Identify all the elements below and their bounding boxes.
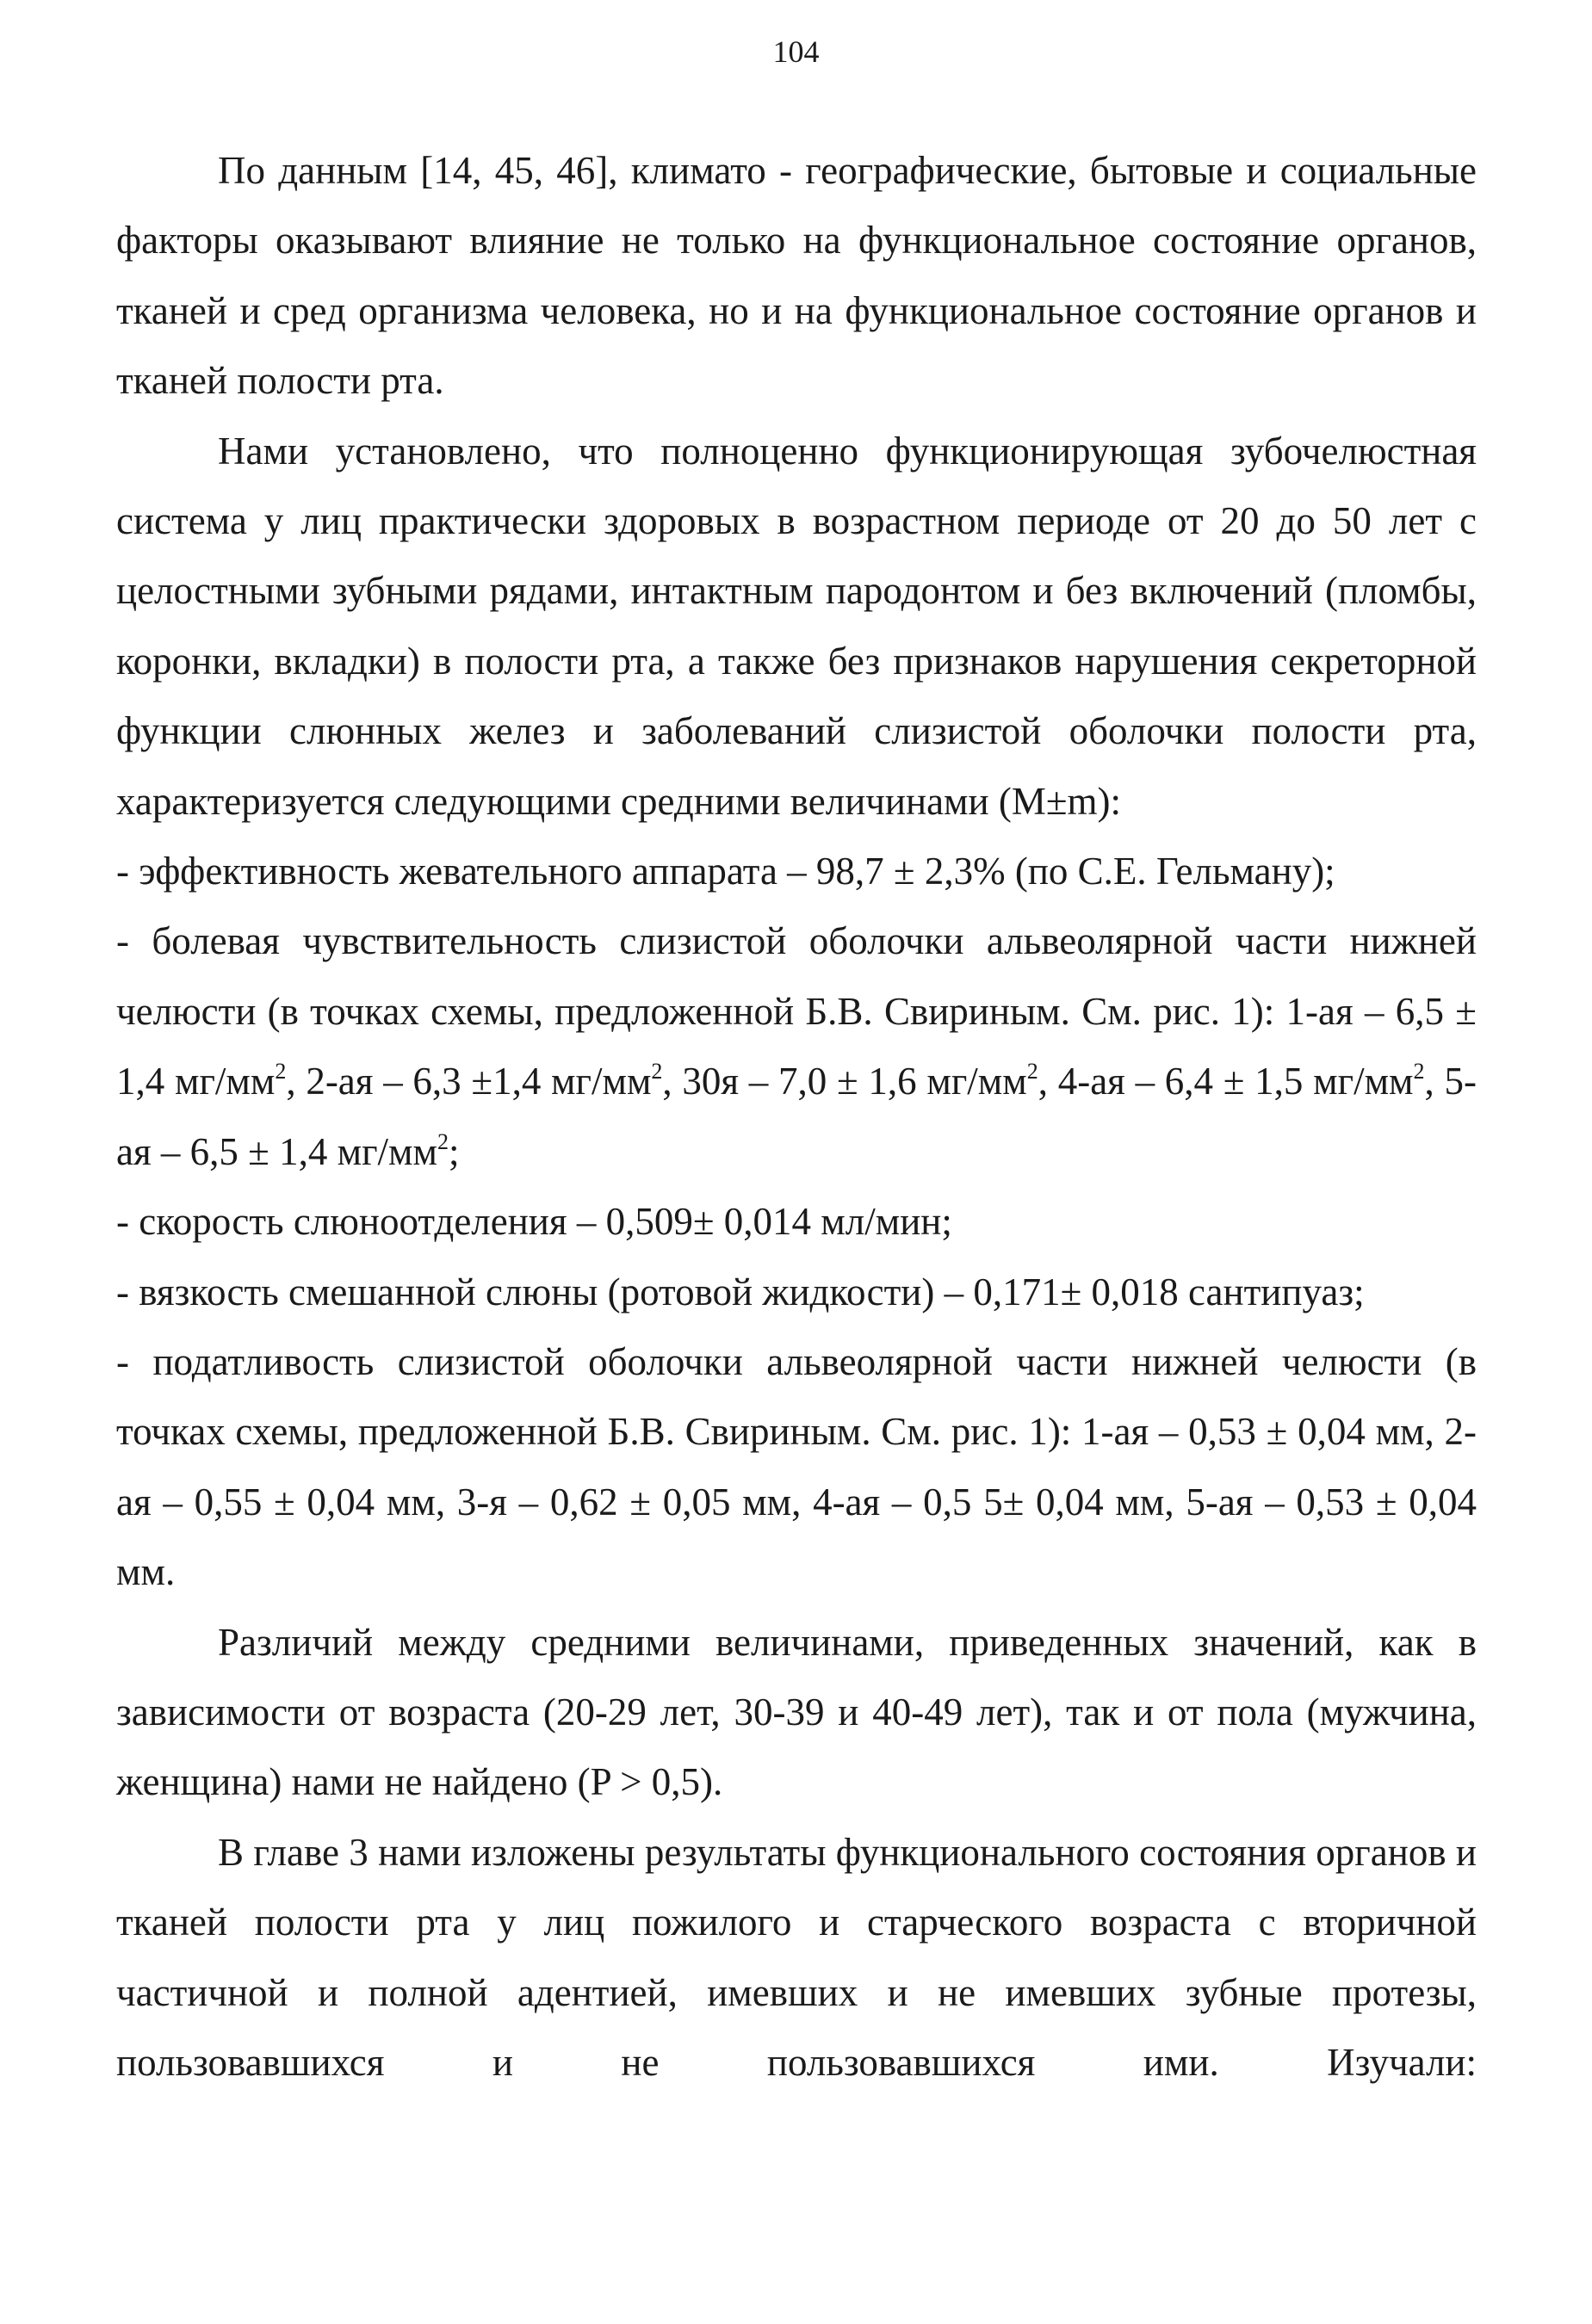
pain-text-5: , 5-ая – 6,5 ± 1,4 мг/мм (116, 1060, 1477, 1173)
list-item-mucosa-compliance: - податливость слизистой оболочки альвеолярной части нижней челюсти (в точках схемы, предложенной Б.В. Свириным. См. рис. 1): 1-ая – 0,53 ± 0,04 мм, 2-ая – 0,55 ± 0,04 мм, 3-я – 0,62 ± 0,05 мм, 4-ая – 0,5 5± 0,04 мм, 5-ая – 0,53 ± 0,04 мм. (116, 1339, 1477, 1594)
superscript: 2 (1026, 1059, 1038, 1085)
document-body (116, 136, 1477, 2098)
pain-text-2: , 2-ая – 6,3 ±1,4 мг/мм (286, 1060, 652, 1103)
list-item-salivation-rate: - скорость слюноотделения – 0,509± 0,014 мл/мин; (116, 1200, 952, 1244)
list-item-pain-sensitivity (116, 906, 1477, 1187)
page-number: 104 (772, 34, 820, 69)
paragraph-findings: Нами установлено, что полноценно функционирующая зубочелюстная система у лиц практически здоровых в возрастном периоде от 20 до 50 лет с целостными зубными рядами, интактным пародонтом и без включений (пломбы, коронки, вкладки) в полости рта, а также без признаков нарушения секреторной функции слюнных желез и заболеваний слизистой оболочки полости рта, характеризуется следующими средними величинами (M±m): (116, 429, 1477, 823)
pain-text-3: , 30я – 7,0 ± 1,6 мг/мм (662, 1060, 1027, 1103)
list-item-saliva-viscosity: - вязкость смешанной слюны (ротовой жидкости) – 0,171± 0,018 сантипуаз; (116, 1270, 1365, 1313)
pain-text-6: ; (449, 1129, 460, 1173)
list-item-chewing-efficiency: - эффективность жевательного аппарата – 98,7 ± 2,3% (по С.Е. Гельману); (116, 850, 1335, 893)
superscript: 2 (275, 1059, 287, 1085)
superscript: 2 (437, 1128, 449, 1154)
paragraph-intro: По данным [14, 45, 46], климато - географические, бытовые и социальные факторы оказывают влияние не только на функциональное состояние органов, тканей и сред организма человека, но и на функциональное состояние органов и тканей полости рта. (116, 149, 1477, 403)
pain-text-4: , 4-ая – 6,4 ± 1,5 мг/мм (1038, 1060, 1414, 1103)
paragraph-chapter-3: В главе 3 нами изложены результаты функционального состояния органов и тканей полости рта у лиц пожилого и старческого возраста с вторичной частичной и полной адентией, имевших и не имевших зубные протезы, пользовавшихся и не пользовавшихся ими. Изучали: (116, 1830, 1477, 2084)
superscript: 2 (1413, 1059, 1425, 1085)
superscript: 2 (651, 1059, 663, 1085)
pain-text-1: - болевая чувствительность слизистой оболочки альвеолярной части нижней челюсти (в точках схемы, предложенной Б.В. Свириным. См. рис. 1): 1-ая – 6,5 ± 1,4 мг/мм (116, 919, 1477, 1103)
paragraph-differences: Различий между средними величинами, приведенных значений, как в зависимости от возраста (20-29 лет, 30-39 и 40-49 лет), так и от пола (мужчина, женщина) нами не найдено (P > 0,5). (116, 1620, 1477, 1804)
